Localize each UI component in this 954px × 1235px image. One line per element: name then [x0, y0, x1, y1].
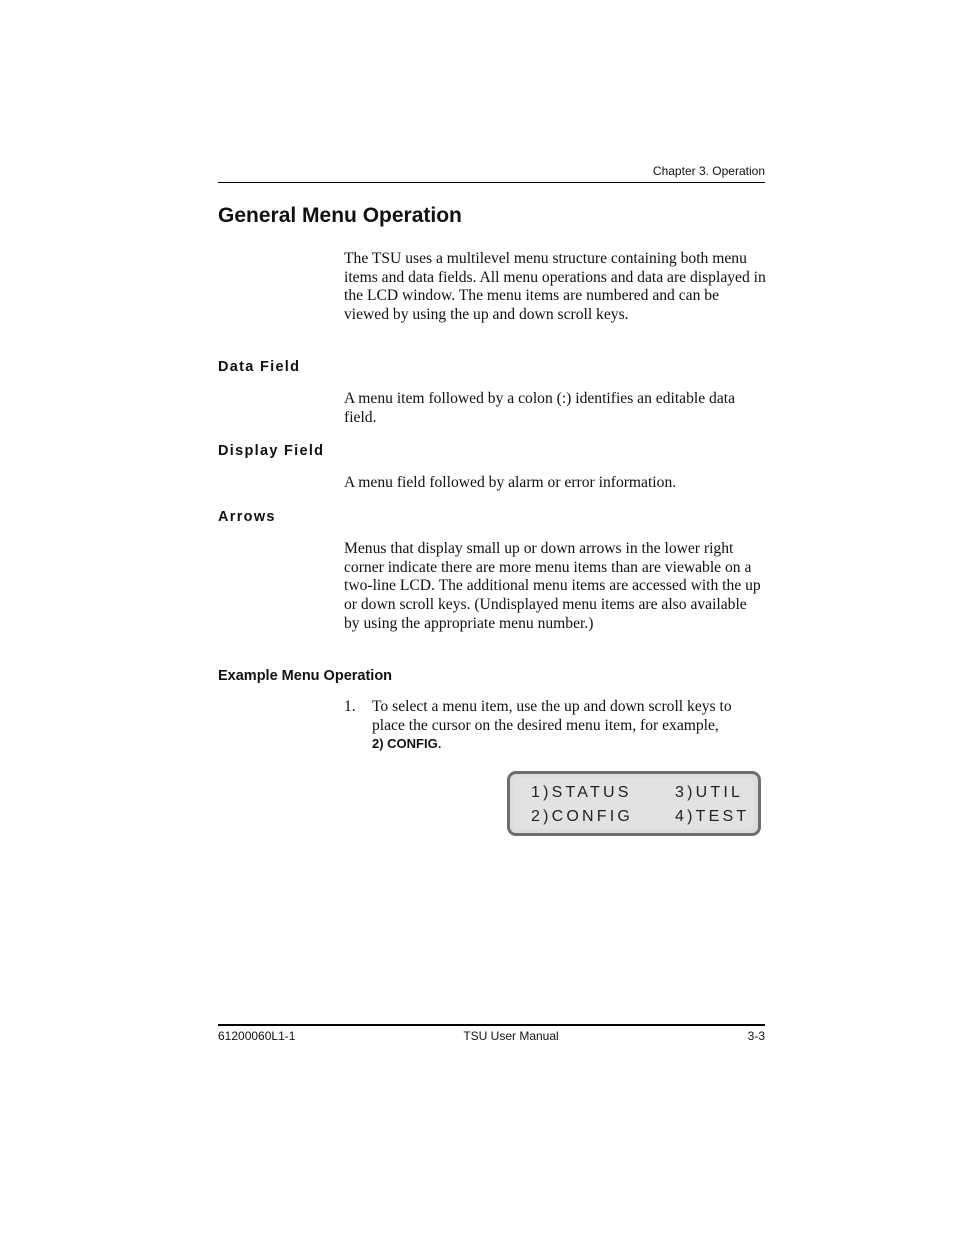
list-item-punctuation: . — [437, 735, 442, 753]
lcd-menu-item-config: 2)CONFIG — [531, 808, 634, 825]
list-item — [344, 698, 766, 754]
lcd-menu-item-util: 3)UTIL — [675, 784, 744, 801]
footer-manual-title: TSU User Manual — [463, 1029, 559, 1043]
header-divider — [218, 182, 765, 183]
section-heading-display-field: Display Field — [218, 443, 325, 459]
running-header: Chapter 3. Operation — [652, 164, 765, 178]
section-heading-data-field: Data Field — [218, 359, 301, 375]
footer-doc-number: 61200060L1-1 — [218, 1029, 296, 1043]
section-body-arrows: Menus that display small up or down arrows in the lower right corner indicate there are more menu items than are viewable on a two-line LCD. The additional menu items are accessed with the up or down scroll keys. (Undisplayed menu items are also available by using the appropriate menu number.) — [344, 540, 761, 632]
section-body-display-field: A menu field followed by alarm or error information. — [344, 474, 677, 491]
menu-item-reference: 2) CONFIG — [372, 736, 438, 752]
lcd-display — [507, 771, 761, 836]
section-heading-arrows: Arrows — [218, 509, 276, 525]
section-body-data-field: A menu item followed by a colon (:) identifies an editable data field. — [344, 390, 736, 426]
list-item-sentence: To select a menu item, use the up and down scroll keys to place the cursor on the desired menu item, for example, — [372, 698, 732, 734]
footer-page-number: 3-3 — [747, 1029, 765, 1043]
intro-paragraph: The TSU uses a multilevel menu structure containing both menu items and data fields. All menu operations and data are displayed in the LCD window. The menu items are numbered and can be viewed by using the up and down scroll keys. — [344, 250, 766, 324]
footer-divider — [218, 1024, 765, 1026]
example-heading: Example Menu Operation — [218, 668, 393, 684]
lcd-menu-item-status: 1)STATUS — [531, 784, 632, 801]
lcd-menu-item-test: 4)TEST — [675, 808, 750, 825]
lcd-screen — [514, 778, 754, 829]
list-item-number: 1. — [344, 698, 356, 715]
page-title: General Menu Operation — [218, 204, 462, 227]
list-item-text — [372, 698, 766, 754]
